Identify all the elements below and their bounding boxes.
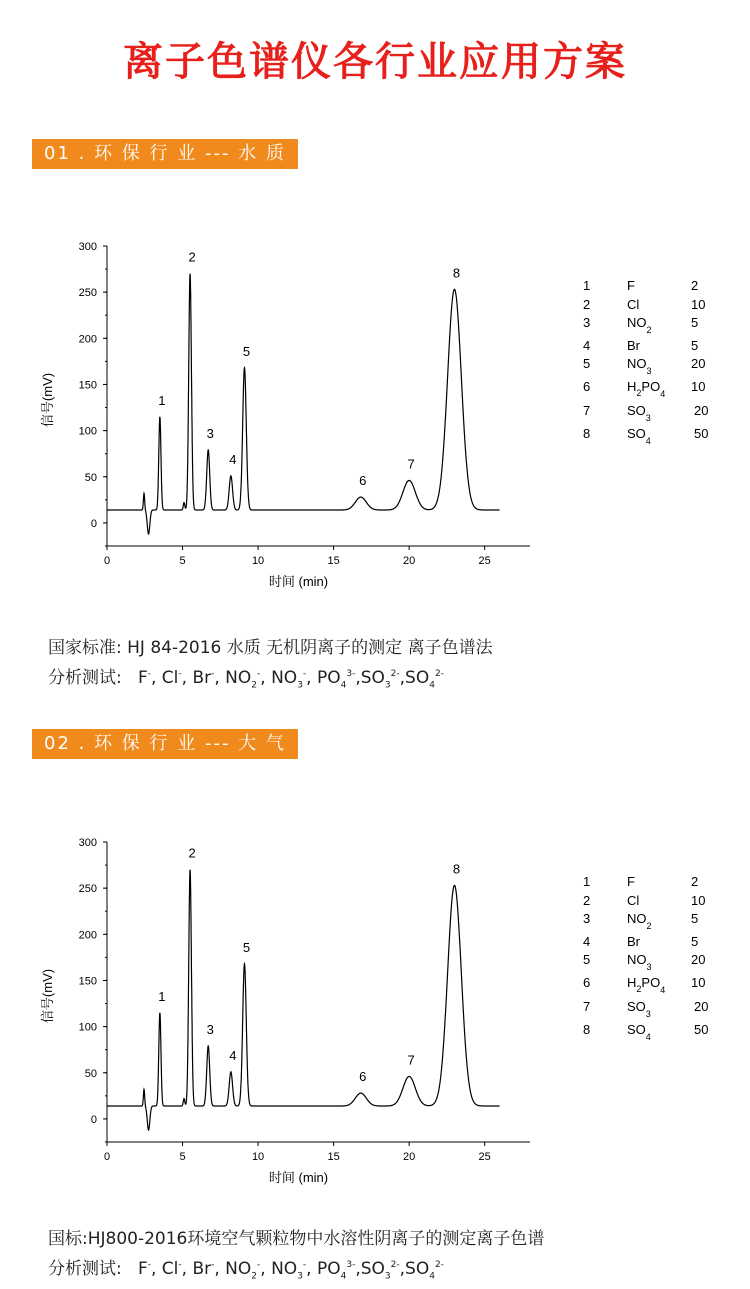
peak-label-8: 8 — [452, 861, 461, 877]
legend-concentration: 20 — [694, 999, 709, 1014]
ion-item: Br- — [192, 668, 215, 688]
legend-number: 2 — [583, 893, 591, 908]
legend-number: 2 — [583, 297, 591, 312]
ion-item: $NO_3^-$ — [271, 1259, 307, 1282]
legend-concentration: 20 — [691, 952, 706, 967]
y-tick-label: 100 — [78, 425, 97, 438]
legend-concentration: 10 — [691, 975, 706, 990]
y-tick-label: 200 — [78, 333, 97, 346]
peak-label-4: 4 — [229, 1047, 237, 1063]
ion-item: $SO_4^{2-}$ — [405, 1259, 444, 1282]
x-tick-label: 25 — [478, 1151, 491, 1163]
chromatogram-trace — [107, 274, 500, 534]
peak-label-5: 5 — [242, 939, 251, 955]
x-tick-label: 20 — [403, 1151, 416, 1163]
legend-ion: $SO_4$ — [627, 426, 651, 446]
peak-label-1: 1 — [158, 392, 166, 408]
legend-concentration: 5 — [691, 338, 699, 353]
legend-ion: F — [627, 278, 635, 293]
legend-ion: $NO_3$ — [627, 356, 652, 376]
legend-ion: $NO_2$ — [627, 911, 652, 931]
section-info-water — [48, 635, 493, 698]
legend-number: 6 — [583, 975, 591, 990]
peak-label-7: 7 — [407, 1052, 415, 1068]
y-tick-label: 50 — [84, 471, 97, 484]
legend-concentration: 2 — [691, 278, 699, 293]
legend-concentration: 5 — [691, 315, 699, 330]
legend-number: 1 — [583, 278, 591, 293]
x-tick-label: 25 — [478, 555, 491, 567]
y-tick-label: 200 — [78, 929, 97, 942]
y-axis-label: 信号(mV) — [40, 968, 55, 1024]
peak-label-7: 7 — [407, 456, 415, 472]
ion-item: $SO_3^{2-}$ — [360, 1259, 400, 1282]
section-info-air — [48, 1226, 544, 1289]
standard-text: 国家标准: HJ 84-2016 水质 无机阴离子的测定 离子色谱法 — [48, 638, 493, 658]
ion-item: F- — [137, 668, 151, 688]
legend-ion: $NO_2$ — [627, 315, 652, 335]
y-tick-label: 300 — [78, 241, 97, 253]
legend-number: 5 — [583, 952, 591, 967]
legend-ion: Br — [627, 338, 640, 353]
legend-concentration: 10 — [691, 297, 706, 312]
ion-item: Br- — [192, 1259, 215, 1279]
legend-number: 3 — [583, 911, 591, 926]
ion-item: $NO_2^-$ — [225, 668, 261, 691]
ion-item: $NO_2^-$ — [225, 1259, 261, 1282]
peak-label-2: 2 — [188, 249, 196, 265]
legend-concentration: 20 — [691, 356, 706, 371]
legend-number: 7 — [583, 999, 591, 1014]
legend-concentration: 10 — [691, 379, 706, 394]
peak-label-1: 1 — [158, 988, 166, 1004]
x-tick-label: 0 — [103, 1151, 111, 1163]
x-tick-label: 20 — [403, 555, 416, 567]
x-axis-label: 时间 (min) — [268, 1170, 329, 1185]
legend-ion: $NO_3$ — [627, 952, 652, 972]
peak-label-6: 6 — [359, 1069, 367, 1085]
x-tick-label: 15 — [327, 1151, 340, 1163]
ions-list: F-, Cl-, Br-, $NO_2^-$, $NO_3^-$, $PO_4^{3-},SO_3^{2-},SO_4^{2-}$ — [137, 668, 444, 691]
section-tag-air: 02 . 环 保 行 业 --- 大 气 — [32, 729, 298, 759]
analysis-label: 分析测试: — [48, 668, 122, 688]
legend-number: 6 — [583, 379, 591, 394]
x-tick-label: 10 — [251, 555, 265, 567]
ion-item: Cl- — [161, 1259, 182, 1279]
legend-number: 1 — [583, 874, 591, 889]
legend-ion: F — [627, 874, 635, 889]
legend-ion: $H_2PO_4$ — [627, 379, 666, 399]
y-tick-label: 300 — [78, 837, 97, 849]
legend-concentration: 5 — [691, 911, 699, 926]
legend-concentration: 5 — [691, 934, 699, 949]
legend-concentration: 2 — [691, 874, 699, 889]
legend-ion: $H_2PO_4$ — [627, 975, 666, 995]
peak-label-4: 4 — [229, 451, 237, 467]
legend-ion: Cl — [627, 297, 640, 312]
legend-ion: $SO_4$ — [627, 1022, 651, 1042]
ion-item: $SO_4^{2-}$ — [405, 668, 444, 691]
y-tick-label: 150 — [78, 379, 97, 392]
standard-text: 国标:HJ800-2016环境空气颗粒物中水溶性阴离子的测定离子色谱 — [48, 1229, 545, 1249]
chromatogram-trace — [107, 870, 500, 1130]
peak-label-2: 2 — [188, 845, 196, 861]
x-tick-label: 5 — [179, 1151, 186, 1163]
legend-number: 8 — [583, 1022, 591, 1037]
y-axis-label: 信号(mV) — [40, 372, 55, 428]
y-tick-label: 0 — [90, 1113, 97, 1126]
x-tick-label: 5 — [179, 555, 186, 567]
y-tick-label: 250 — [78, 287, 97, 300]
analysis-row — [48, 661, 493, 698]
legend-number: 4 — [583, 338, 591, 353]
legend-concentration: 50 — [694, 426, 709, 441]
peak-label-3: 3 — [206, 1022, 214, 1037]
legend-concentration: 10 — [691, 893, 706, 908]
section-tag-water: 01 . 环 保 行 业 --- 水 质 — [32, 139, 298, 169]
peak-label-6: 6 — [359, 473, 367, 489]
y-tick-label: 50 — [84, 1067, 97, 1080]
y-tick-label: 0 — [90, 517, 97, 530]
peak-label-5: 5 — [242, 343, 251, 359]
x-axis-label: 时间 (min) — [268, 574, 329, 589]
legend-number: 8 — [583, 426, 591, 441]
legend-ion: $SO_3$ — [627, 999, 651, 1019]
peak-label-3: 3 — [206, 426, 214, 441]
y-tick-label: 150 — [78, 975, 97, 988]
peak-label-8: 8 — [452, 265, 461, 281]
legend-ion: Br — [627, 934, 640, 949]
x-tick-label: 10 — [251, 1151, 265, 1163]
page-title: 离子色谱仪各行业应用方案 — [123, 39, 627, 85]
legend-number: 4 — [583, 934, 591, 949]
analysis-row — [48, 1252, 544, 1289]
x-tick-label: 0 — [103, 555, 111, 567]
y-tick-label: 100 — [78, 1021, 97, 1034]
legend-number: 3 — [583, 315, 591, 330]
analysis-label: 分析测试: — [48, 1259, 122, 1279]
legend-number: 7 — [583, 403, 591, 418]
legend-concentration: 20 — [694, 403, 709, 418]
chromatogram-air — [0, 826, 750, 1196]
ion-item: $SO_3^{2-}$ — [360, 668, 400, 691]
ion-item: Cl- — [161, 668, 182, 688]
legend-ion: $SO_3$ — [627, 403, 651, 423]
legend-ion: Cl — [627, 893, 640, 908]
ion-item: $PO_4^{3-}$ — [316, 1259, 356, 1282]
legend-concentration: 50 — [694, 1022, 709, 1037]
y-tick-label: 250 — [78, 883, 97, 896]
legend-number: 5 — [583, 356, 591, 371]
ion-item: $PO_4^{3-}$ — [316, 668, 356, 691]
x-tick-label: 15 — [327, 555, 340, 567]
ion-item: $NO_3^-$ — [271, 668, 307, 691]
chromatogram-water — [0, 230, 750, 600]
ion-item: F- — [137, 1259, 151, 1279]
ions-list: F-, Cl-, Br-, $NO_2^-$, $NO_3^-$, $PO_4^{3-},SO_3^{2-},SO_4^{2-}$ — [137, 1259, 444, 1282]
